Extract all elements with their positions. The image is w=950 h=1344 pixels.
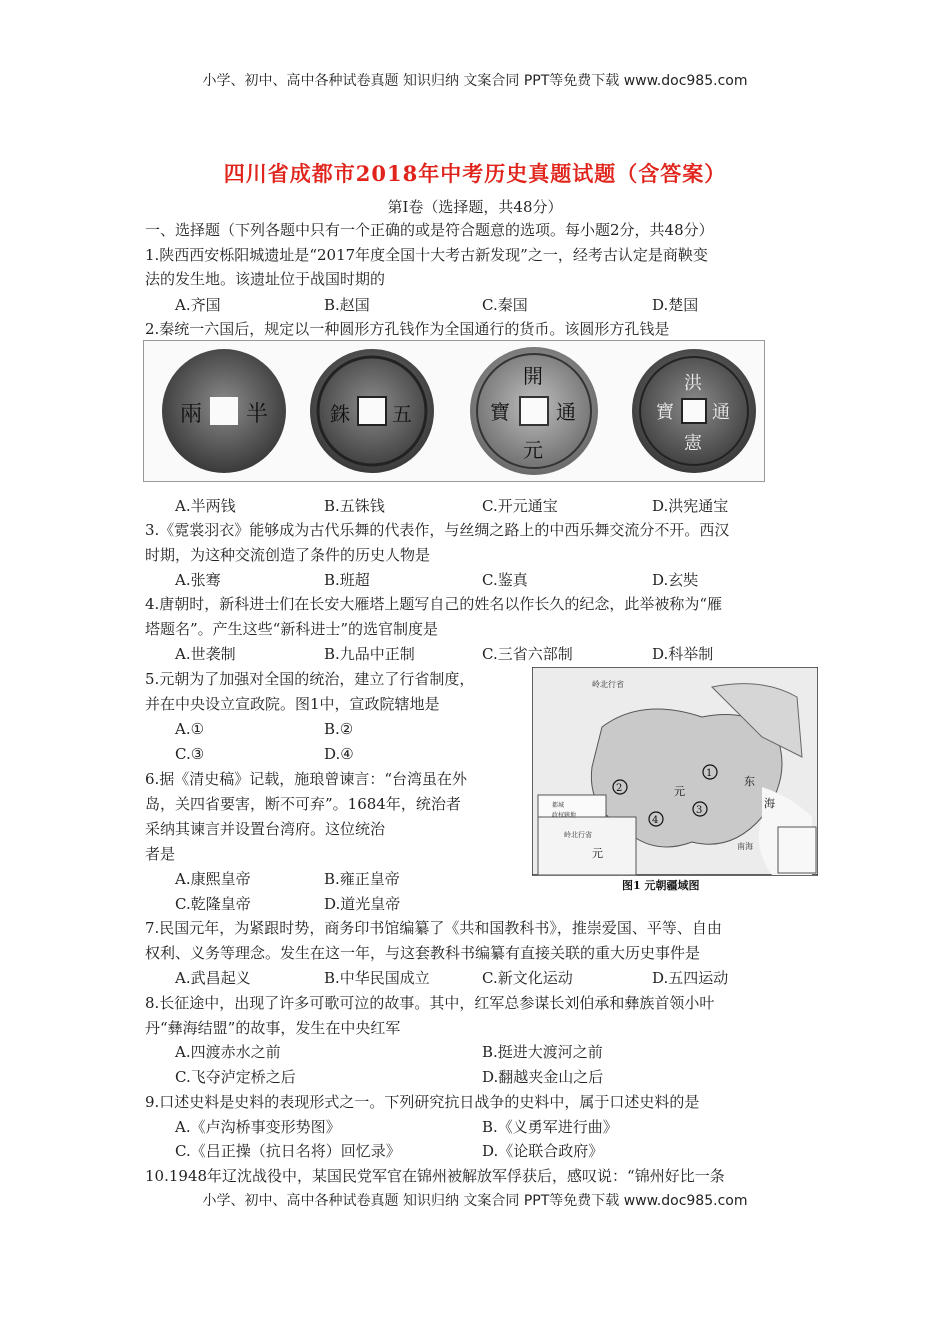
svg-text:開: 開 [523,364,543,388]
svg-text:岭北行省: 岭北行省 [564,831,592,839]
q7-option-b: B.中华民国成立 [324,969,430,987]
q3-line2: 时期，为这种交流创造了条件的历史人物是 [145,546,431,564]
q6-line1: 6.据《清史稿》记载，施琅曾谏言：“台湾虽在外 [145,770,467,788]
q4-option-d: D.科举制 [652,645,714,663]
svg-text:寶: 寶 [490,400,510,424]
q2-option-b: B.五铢钱 [324,497,385,515]
q10-line1: 10.1948年辽沈战役中，某国民党军官在锦州被解放军俘获后，感叹说：“锦州好比一条 [145,1167,725,1185]
q5-line2: 并在中央设立宣政院。图1中，宣政院辖地是 [145,695,440,713]
coin-hongxian [632,349,756,473]
svg-text:政权辖地: 政权辖地 [552,812,577,819]
q9-option-b: B.《义勇军进行曲》 [482,1118,618,1136]
svg-text:2: 2 [616,783,623,794]
q9-line1: 9.口述史料是史料的表现形式之一。下列研究抗日战争的史料中，属于口述史料的是 [145,1093,700,1111]
q1-option-d: D.楚国 [652,296,699,314]
q7-line2: 权利、义务等理念。发生在这一年，与这套教科书编纂有直接关联的重大历史事件是 [145,944,701,962]
q7-option-a: A.武昌起义 [175,969,251,987]
q8-line2: 丹“彝海结盟”的故事，发生在中央红军 [145,1019,401,1037]
coin-banliang [162,349,286,473]
svg-text:元: 元 [592,847,603,860]
coin-kaiyuan [470,347,598,475]
svg-text:元: 元 [674,785,685,798]
q2-line1: 2.秦统一六国后，规定以一种圆形方孔钱作为全国通行的货币。该圆形方孔钱是 [145,320,670,338]
svg-text:南海: 南海 [737,842,753,851]
svg-text:都城: 都城 [552,802,565,809]
q8-line1: 8.长征途中，出现了许多可歌可泣的故事。其中，红军总参谋长刘伯承和彝族首领小叶 [145,994,715,1012]
svg-text:东: 东 [744,775,755,788]
svg-text:岭北行省: 岭北行省 [592,680,624,689]
q3-option-c: C.鉴真 [482,571,528,589]
q5-line1: 5.元朝为了加强对全国的统治，建立了行省制度， [145,670,475,688]
q6-option-d: D.道光皇帝 [324,895,401,913]
q5-option-b: B.② [324,720,354,738]
q1-line1: 1.陕西西安栎阳城遗址是“2017年度全国十大考古新发现”之一，经考古认定是商鞅变 [145,246,708,264]
svg-text:4: 4 [652,815,659,826]
section-heading: 一、选择题（下列各题中只有一个正确的或是符合题意的选项。每小题2分，共48分） [145,221,714,239]
q7-line1: 7.民国元年，为紧跟时势，商务印书馆编纂了《共和国教科书》，推崇爱国、平等、自由 [145,919,722,937]
q5-option-d: D.④ [324,745,354,763]
map-caption: 图1 元朝疆域图 [622,879,700,892]
q1-line2: 法的发生地。该遗址位于战国时期的 [145,270,386,288]
q9-option-a: A.《卢沟桥事变形势图》 [175,1118,341,1136]
page-title: 四川省成都市2018年中考历史真题试题（含答案） [223,161,727,186]
yuan-map-svg [532,667,818,893]
q7-option-c: C.新文化运动 [482,969,573,987]
svg-text:洪: 洪 [684,373,702,394]
q4-line1: 4.唐朝时，新科进士们在长安大雁塔上题写自己的姓名以作长久的纪念，此举被称为“雁 [145,595,722,613]
q2-option-a: A.半两钱 [175,497,236,515]
svg-text:五: 五 [392,402,412,426]
q1-option-c: C.秦国 [482,296,528,314]
page-footer: 小学、初中、高中各种试卷真题 知识归纳 文案合同 PPT等免费下载 www.doc985.com [202,1193,748,1209]
svg-text:憲: 憲 [684,433,702,454]
q3-line1: 3.《霓裳羽衣》能够成为古代乐舞的代表作，与丝绸之路上的中西乐舞交流分不开。西汉 [145,521,730,539]
q6-line2: 岛，关四省要害，断不可弃”。1684年，统治者 [145,795,461,813]
q3-option-a: A.张骞 [175,571,221,589]
q8-option-c: C.飞夺泸定桥之后 [175,1068,296,1086]
q2-option-c: C.开元通宝 [482,497,558,515]
q4-option-a: A.世袭制 [175,645,236,663]
q8-option-a: A.四渡赤水之前 [175,1043,281,1061]
q2-option-d: D.洪宪通宝 [652,497,729,515]
q6-option-a: A.康熙皇帝 [175,870,251,888]
coins-svg [144,341,764,481]
q3-option-b: B.班超 [324,571,370,589]
q7-option-d: D.五四运动 [652,969,729,987]
svg-text:半: 半 [246,402,269,427]
q1-option-a: A.齐国 [175,296,221,314]
svg-text:兩: 兩 [180,402,203,427]
q9-option-d: D.《论联合政府》 [482,1142,604,1160]
q5-option-a: A.① [175,720,205,738]
q9-option-c: C.《吕正操（抗日名将）回忆录》 [175,1142,401,1160]
q3-option-d: D.玄奘 [652,571,699,589]
q4-option-b: B.九品中正制 [324,645,415,663]
q6-line4: 者是 [145,845,176,863]
q5-option-c: C.③ [175,745,205,763]
q6-option-c: C.乾隆皇帝 [175,895,251,913]
paper-subtitle: 第Ⅰ卷（选择题，共48分） [387,198,563,216]
svg-text:通: 通 [712,402,730,423]
q1-option-b: B.赵国 [324,296,370,314]
q6-line3: 采纳其谏言并设置台湾府。这位统治 [145,820,386,838]
coins-figure [143,340,765,482]
q6-option-b: B.雍正皇帝 [324,870,400,888]
svg-text:銖: 銖 [330,402,350,426]
svg-text:1: 1 [706,768,713,779]
svg-text:元: 元 [523,438,543,462]
svg-text:海: 海 [764,797,775,810]
q8-option-d: D.翻越夹金山之后 [482,1068,604,1086]
svg-text:通: 通 [556,400,576,424]
svg-text:3: 3 [696,805,703,816]
yuan-map-figure [532,667,818,893]
coin-wuzhu [310,349,434,473]
svg-text:寶: 寶 [656,402,674,423]
q8-option-b: B.挺进大渡河之前 [482,1043,603,1061]
q4-option-c: C.三省六部制 [482,645,573,663]
q4-line2: 塔题名”。产生这些“新科进士”的选官制度是 [145,620,439,638]
page-header: 小学、初中、高中各种试卷真题 知识归纳 文案合同 PPT等免费下载 www.doc985.com [202,73,748,89]
